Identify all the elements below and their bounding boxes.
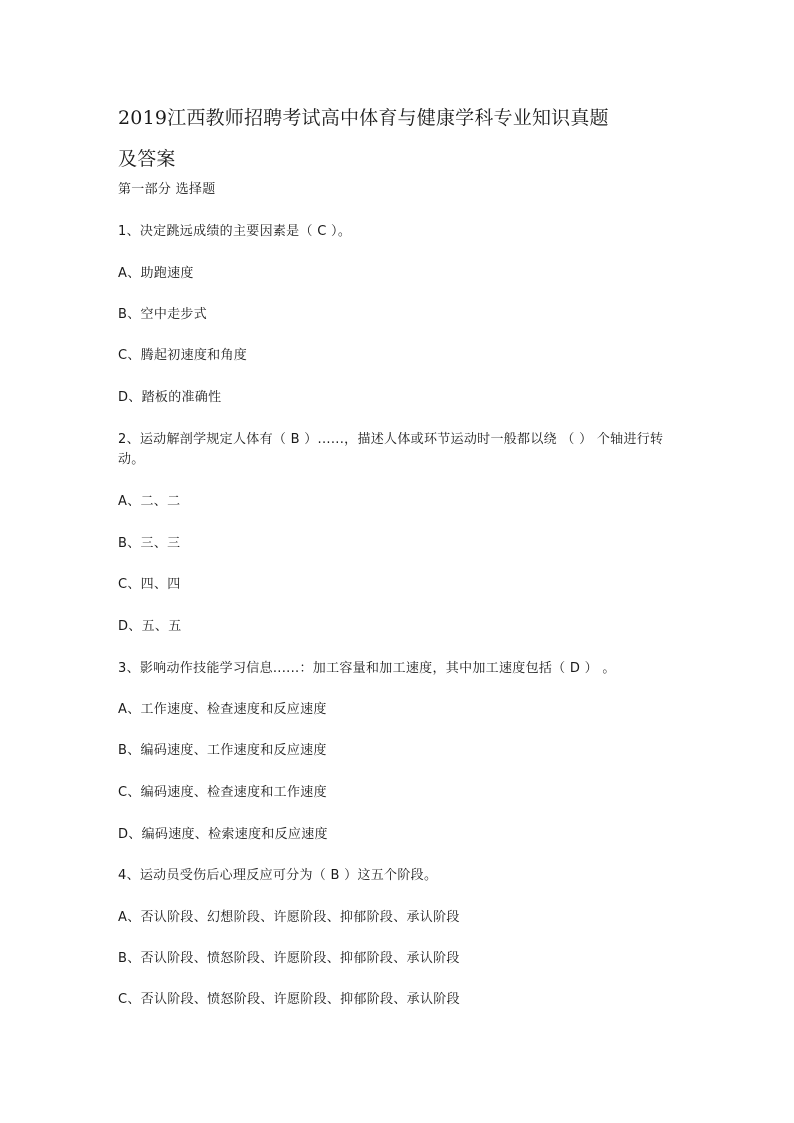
document-title-line-2: 及答案 [118,148,176,170]
question-4-option-b: B、否认阶段、愤怒阶段、许愿阶段、抑郁阶段、承认阶段 [118,951,460,966]
question-2-stem: 2、运动解剖学规定人体有（ B ）......，描述人体或环节运动时一般都以绕 （ ） 个轴进行转动。 [118,432,664,467]
question-4-option-c: C、否认阶段、愤怒阶段、许愿阶段、抑郁阶段、承认阶段 [118,992,460,1007]
question-4-option-a: A、否认阶段、幻想阶段、许愿阶段、抑郁阶段、承认阶段 [118,910,460,925]
document-title-line-1: 2019江西教师招聘考试高中体育与健康学科专业知识真题 [118,107,609,129]
question-1-option-b: B、空中走步式 [118,307,208,322]
question-1-option-d: D、踏板的准确性 [118,390,222,405]
question-3-option-d: D、编码速度、检索速度和反应速度 [118,827,328,842]
question-4-stem: 4、运动员受伤后心理反应可分为（ B ）这五个阶段。 [118,868,438,883]
question-1-option-a: A、助跑速度 [118,266,194,281]
question-3-option-c: C、编码速度、检查速度和工作速度 [118,785,327,800]
question-2-option-c: C、四、四 [118,577,181,592]
section-heading: 第一部分 选择题 [118,182,216,197]
question-3-stem: 3、影响动作技能学习信息......：加工容量和加工速度，其中加工速度包括（ D ） 。 [118,661,616,676]
question-2-option-b: B、三、三 [118,536,181,551]
question-1-stem: 1、决定跳远成绩的主要因素是（ C ）。 [118,224,352,239]
question-3-option-b: B、编码速度、工作速度和反应速度 [118,743,327,758]
question-2-option-a: A、二、二 [118,494,181,509]
question-3-option-a: A、工作速度、检查速度和反应速度 [118,702,327,717]
question-1-option-c: C、腾起初速度和角度 [118,348,248,363]
question-2-option-d: D、五、五 [118,619,182,634]
